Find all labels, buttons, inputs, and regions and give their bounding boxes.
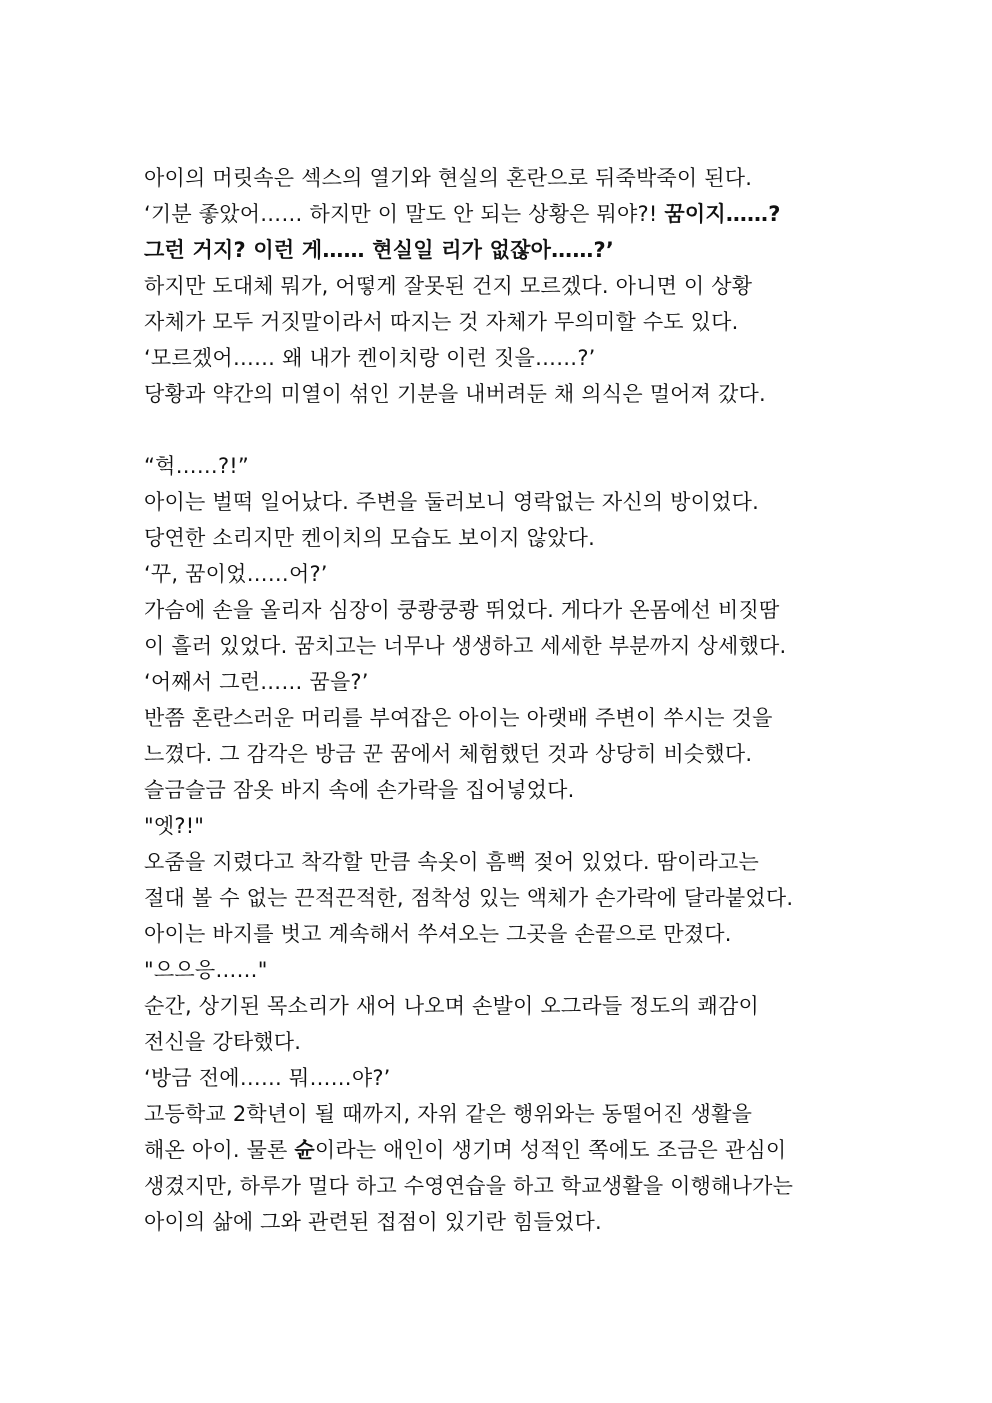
text-segment: 순간, 상기된 목소리가 새어 나오며 손발이 오그라들 정도의 쾌감이 [144,994,759,1018]
text-line [144,376,864,412]
text-segment: 오줌을 지렸다고 착각할 만큼 속옷이 흠뻑 젖어 있었다. 땀이라고는 [144,850,759,874]
blank-line [144,412,864,448]
text-line [144,268,864,304]
text-line [144,1132,864,1168]
text-line [144,1096,864,1132]
text-line [144,952,864,988]
text-segment: 전신을 강타했다. [144,1030,302,1054]
text-line [144,628,864,664]
text-line [144,304,864,340]
text-line [144,448,864,484]
body-text [144,160,864,1240]
text-line [144,1024,864,1060]
text-line [144,160,864,196]
text-segment: 이 흘러 있었다. 꿈치고는 너무나 생생하고 세세한 부분까지 상세했다. [144,634,787,658]
text-segment: 반쯤 혼란스러운 머리를 부여잡은 아이는 아랫배 주변이 쑤시는 것을 [144,706,773,730]
text-line [144,592,864,628]
text-line [144,484,864,520]
text-segment: "엣?!" [144,814,205,838]
text-segment: 해온 아이. 물론 [144,1138,295,1162]
text-line [144,808,864,844]
text-segment: 당연한 소리지만 켄이치의 모습도 보이지 않았다. [144,526,595,550]
text-segment: 아이의 삶에 그와 관련된 접점이 있기란 힘들었다. [144,1210,602,1234]
bold-text-segment: 슌 [294,1138,315,1162]
text-segment: ‘기분 좋았어…… 하지만 이 말도 안 되는 상황은 뭐야?! [144,202,665,226]
text-segment: 고등학교 2학년이 될 때까지, 자위 같은 행위와는 동떨어진 생활을 [144,1102,753,1126]
text-segment: ‘방금 전에…… 뭐……야?’ [144,1066,391,1090]
text-line [144,916,864,952]
text-line [144,196,864,232]
text-line [144,772,864,808]
text-segment: 절대 볼 수 없는 끈적끈적한, 점착성 있는 액체가 손가락에 달라붙었다. [144,886,794,910]
text-line [144,844,864,880]
text-line [144,1168,864,1204]
bold-text-segment: 꿈이지……? [664,202,781,226]
text-segment: 하지만 도대체 뭐가, 어떻게 잘못된 건지 모르겠다. 아니면 이 상황 [144,274,753,298]
text-segment: ‘꾸, 꿈이었……어?’ [144,562,328,586]
text-line [144,736,864,772]
text-segment: 느꼈다. 그 감각은 방금 꾼 꿈에서 체험했던 것과 상당히 비슷했다. [144,742,753,766]
text-segment: “헉……?!” [144,454,250,478]
text-line [144,988,864,1024]
bold-text-segment: 그런 거지? 이런 게…… 현실일 리가 없잖아……?’ [144,238,615,262]
text-line [144,1204,864,1240]
text-segment: "으으응……" [144,958,268,982]
text-line [144,340,864,376]
text-line [144,232,864,268]
text-line [144,1060,864,1096]
text-line [144,700,864,736]
text-segment: 당황과 약간의 미열이 섞인 기분을 내버려둔 채 의식은 멀어져 갔다. [144,382,766,406]
text-line [144,556,864,592]
text-segment: 가슴에 손을 올리자 심장이 쿵쾅쿵쾅 뛰었다. 게다가 온몸에선 비짓땀 [144,598,780,622]
text-segment: 이라는 애인이 생기며 성적인 쪽에도 조금은 관심이 [314,1138,787,1162]
text-segment: 아이의 머릿속은 섹스의 열기와 현실의 혼란으로 뒤죽박죽이 된다. [144,166,753,190]
text-line [144,880,864,916]
text-segment: 생겼지만, 하루가 멀다 하고 수영연습을 하고 학교생활을 이행해나가는 [144,1174,794,1198]
text-segment: 슬금슬금 잠옷 바지 속에 손가락을 집어넣었다. [144,778,575,802]
text-segment: 아이는 벌떡 일어났다. 주변을 둘러보니 영락없는 자신의 방이었다. [144,490,759,514]
text-segment: 아이는 바지를 벗고 계속해서 쑤셔오는 그곳을 손끝으로 만졌다. [144,922,732,946]
text-line [144,664,864,700]
text-segment: ‘모르겠어…… 왜 내가 켄이치랑 이런 짓을……?’ [144,346,596,370]
text-segment: ‘어째서 그런…… 꿈을?’ [144,670,369,694]
text-segment: 자체가 모두 거짓말이라서 따지는 것 자체가 무의미할 수도 있다. [144,310,739,334]
text-line [144,520,864,556]
